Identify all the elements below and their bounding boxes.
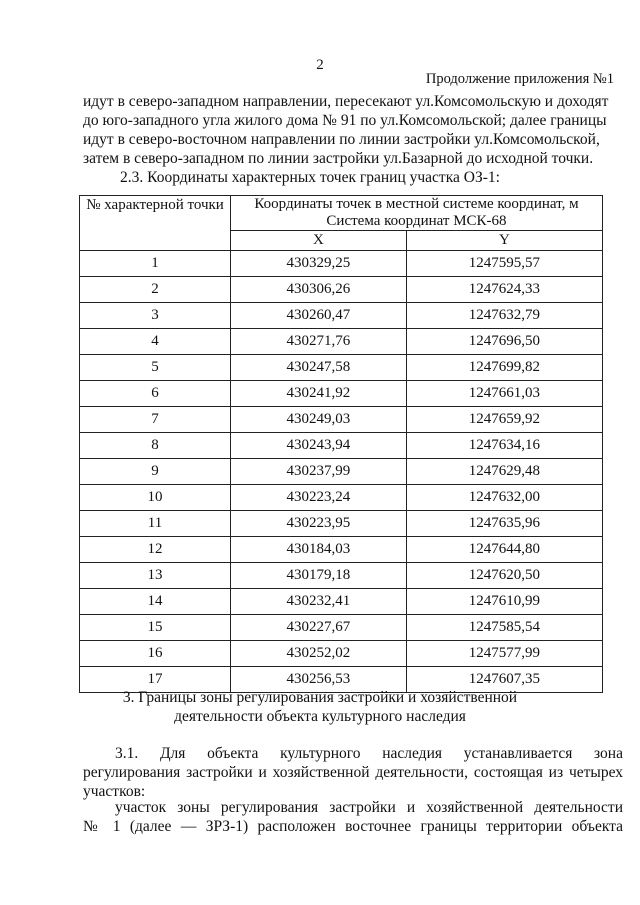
intro-line: идут в северо-восточном направлении по линии застройки ул.Комсомольской, xyxy=(83,131,600,148)
point-number-cell: 14 xyxy=(80,589,231,615)
paragraph-3-1 xyxy=(83,744,623,801)
x-coordinate-cell: 430256,53 xyxy=(231,667,407,693)
point-number-cell: 7 xyxy=(80,407,231,433)
paragraph-zrz-1 xyxy=(83,798,623,836)
coordinates-table xyxy=(79,195,603,693)
x-coordinate-cell: 430329,25 xyxy=(231,251,407,277)
x-coordinate-cell: 430271,76 xyxy=(231,329,407,355)
table-row xyxy=(80,459,603,485)
x-coordinate-cell: 430227,67 xyxy=(231,615,407,641)
x-coordinate-cell: 430252,02 xyxy=(231,641,407,667)
y-coordinate-cell: 1247696,50 xyxy=(406,329,602,355)
paragraph-line: участок зоны регулирования застройки и хозяйственной деятельности xyxy=(115,799,623,816)
table-row xyxy=(80,563,603,589)
appendix-note: Продолжение приложения №1 xyxy=(425,71,614,87)
y-coordinate-cell: 1247585,54 xyxy=(406,615,602,641)
column-header-point-number: № характерной точки xyxy=(80,196,231,251)
y-coordinate-cell: 1247610,99 xyxy=(406,589,602,615)
paragraph-line: участков: xyxy=(83,783,146,800)
point-number-cell: 9 xyxy=(80,459,231,485)
paragraph-line: № 1 (далее — ЗРЗ-1) расположен восточнее границы территории объекта xyxy=(83,818,623,835)
table-row xyxy=(80,355,603,381)
x-coordinate-cell: 430179,18 xyxy=(231,563,407,589)
intro-paragraph xyxy=(83,92,623,168)
point-number-cell: 11 xyxy=(80,511,231,537)
table-row xyxy=(80,485,603,511)
intro-line: до юго-западного угла жилого дома № 91 по ул.Комсомольской; далее границы xyxy=(83,112,607,129)
x-coordinate-cell: 430241,92 xyxy=(231,381,407,407)
table-row xyxy=(80,277,603,303)
point-number-cell: 2 xyxy=(80,277,231,303)
page-number: 2 xyxy=(316,57,324,73)
point-number-cell: 13 xyxy=(80,563,231,589)
table-row xyxy=(80,329,603,355)
table-row xyxy=(80,615,603,641)
point-number-cell: 4 xyxy=(80,329,231,355)
y-coordinate-cell: 1247629,48 xyxy=(406,459,602,485)
column-header-coordinates xyxy=(231,196,603,231)
y-coordinate-cell: 1247699,82 xyxy=(406,355,602,381)
table-row xyxy=(80,381,603,407)
table-row xyxy=(80,407,603,433)
x-coordinate-cell: 430237,99 xyxy=(231,459,407,485)
point-number-cell: 12 xyxy=(80,537,231,563)
y-coordinate-cell: 1247661,03 xyxy=(406,381,602,407)
y-coordinate-cell: 1247624,33 xyxy=(406,277,602,303)
point-number-cell: 6 xyxy=(80,381,231,407)
table-row xyxy=(80,511,603,537)
section-title-line: 3. Границы зоны регулирования застройки и хозяйственной xyxy=(122,689,518,706)
y-coordinate-cell: 1247620,50 xyxy=(406,563,602,589)
point-number-cell: 8 xyxy=(80,433,231,459)
table-row xyxy=(80,589,603,615)
table-row xyxy=(80,433,603,459)
y-coordinate-cell: 1247632,00 xyxy=(406,485,602,511)
x-coordinate-cell: 430232,41 xyxy=(231,589,407,615)
point-number-cell: 5 xyxy=(80,355,231,381)
section-3-title xyxy=(0,688,640,726)
table-row xyxy=(80,641,603,667)
point-number-cell: 3 xyxy=(80,303,231,329)
x-coordinate-cell: 430184,03 xyxy=(231,537,407,563)
paragraph-line: 3.1. Для объекта культурного наследия устанавливается зона xyxy=(115,745,623,762)
y-coordinate-cell: 1247644,80 xyxy=(406,537,602,563)
y-coordinate-cell: 1247632,79 xyxy=(406,303,602,329)
intro-line: идут в северо-западном направлении, пересекают ул.Комсомольскую и доходят xyxy=(83,93,609,110)
x-coordinate-cell: 430243,94 xyxy=(231,433,407,459)
section-title-line: деятельности объекта культурного наследия xyxy=(174,708,466,725)
x-coordinate-cell: 430306,26 xyxy=(231,277,407,303)
x-coordinate-cell: 430247,58 xyxy=(231,355,407,381)
table-row xyxy=(80,303,603,329)
y-coordinate-cell: 1247607,35 xyxy=(406,667,602,693)
column-header-x: X xyxy=(231,231,407,251)
coordinates-subheading: 2.3. Координаты характерных точек границ участка ОЗ-1: xyxy=(120,169,500,186)
y-coordinate-cell: 1247635,96 xyxy=(406,511,602,537)
coordinates-table-body xyxy=(80,251,603,693)
point-number-cell: 1 xyxy=(80,251,231,277)
point-number-cell: 16 xyxy=(80,641,231,667)
paragraph-line: регулирования застройки и хозяйственной деятельности, состоящая из четырех xyxy=(83,764,623,781)
column-header-y: Y xyxy=(406,231,602,251)
coordinates-header-line: Координаты точек в местной системе координат, м xyxy=(254,196,579,212)
x-coordinate-cell: 430249,03 xyxy=(231,407,407,433)
point-number-cell: 10 xyxy=(80,485,231,511)
table-row xyxy=(80,537,603,563)
y-coordinate-cell: 1247577,99 xyxy=(406,641,602,667)
x-coordinate-cell: 430223,95 xyxy=(231,511,407,537)
point-number-cell: 17 xyxy=(80,667,231,693)
coordinate-system-header: Система координат МСК-68 xyxy=(326,213,507,229)
y-coordinate-cell: 1247659,92 xyxy=(406,407,602,433)
table-row xyxy=(80,251,603,277)
y-coordinate-cell: 1247595,57 xyxy=(406,251,602,277)
x-coordinate-cell: 430223,24 xyxy=(231,485,407,511)
point-number-cell: 15 xyxy=(80,615,231,641)
x-coordinate-cell: 430260,47 xyxy=(231,303,407,329)
intro-line: затем в северо-западном по линии застройки ул.Базарной до исходной точки. xyxy=(83,150,594,167)
y-coordinate-cell: 1247634,16 xyxy=(406,433,602,459)
